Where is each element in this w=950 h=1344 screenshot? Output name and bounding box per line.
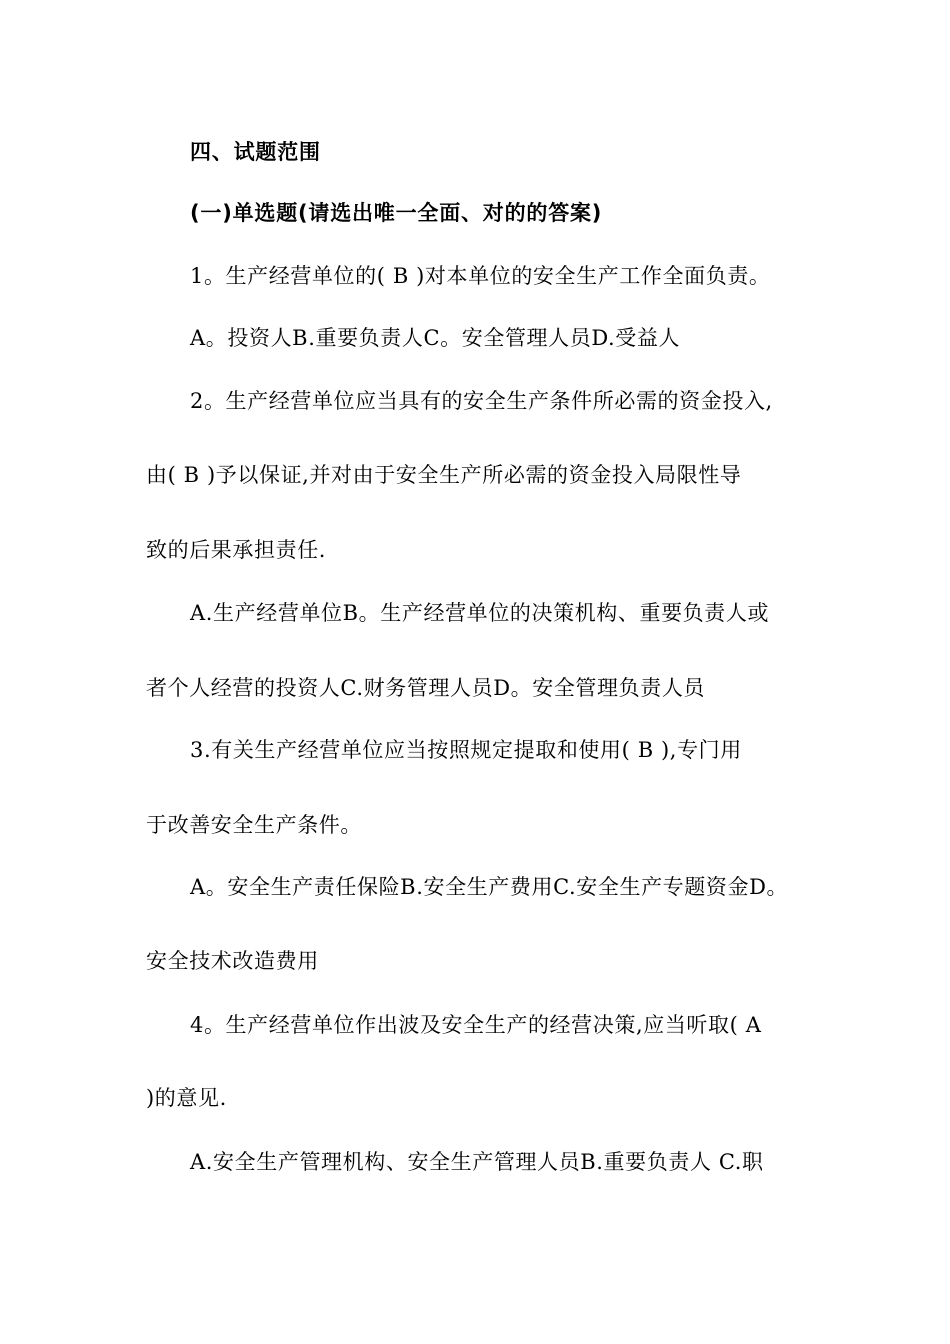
question-1-text: 1。生产经营单位的( B )对本单位的安全生产工作全面负责。 bbox=[190, 264, 771, 288]
question-4-text-line-2: )的意见. bbox=[146, 1086, 227, 1110]
question-3-text-line-1: 3.有关生产经营单位应当按照规定提取和使用( B ),专门用 bbox=[190, 738, 742, 762]
question-2-text-line-1: 2。生产经营单位应当具有的安全生产条件所必需的资金投入, bbox=[190, 389, 773, 413]
question-3-options-line-2: 安全技术改造费用 bbox=[146, 949, 319, 973]
section-heading: 四、试题范围 bbox=[190, 140, 321, 164]
question-2-options-line-1: A.生产经营单位B。生产经营单位的决策机构、重要负责人或 bbox=[190, 601, 770, 625]
subsection-heading: (一)单选题(请选出唯一全面、对的的答案) bbox=[190, 201, 603, 225]
question-3-text-line-2: 于改善安全生产条件。 bbox=[146, 813, 362, 837]
question-4-options-line-1: A.安全生产管理机构、安全生产管理人员B.重要负责人 C.职 bbox=[190, 1150, 764, 1174]
question-2-text-line-3: 致的后果承担责任. bbox=[146, 538, 327, 562]
question-2-options-line-2: 者个人经营的投资人C.财务管理人员D。安全管理负责人员 bbox=[146, 676, 706, 700]
question-2-text-line-2: 由( B )予以保证,并对由于安全生产所必需的资金投入局限性导 bbox=[146, 463, 742, 487]
question-1-options: A。投资人B.重要负责人C。安全管理人员D.受益人 bbox=[190, 326, 681, 350]
question-4-text-line-1: 4。生产经营单位作出波及安全生产的经营决策,应当听取( A bbox=[190, 1013, 762, 1037]
question-3-options-line-1: A。安全生产责任保险B.安全生产费用C.安全生产专题资金D。 bbox=[190, 875, 789, 899]
